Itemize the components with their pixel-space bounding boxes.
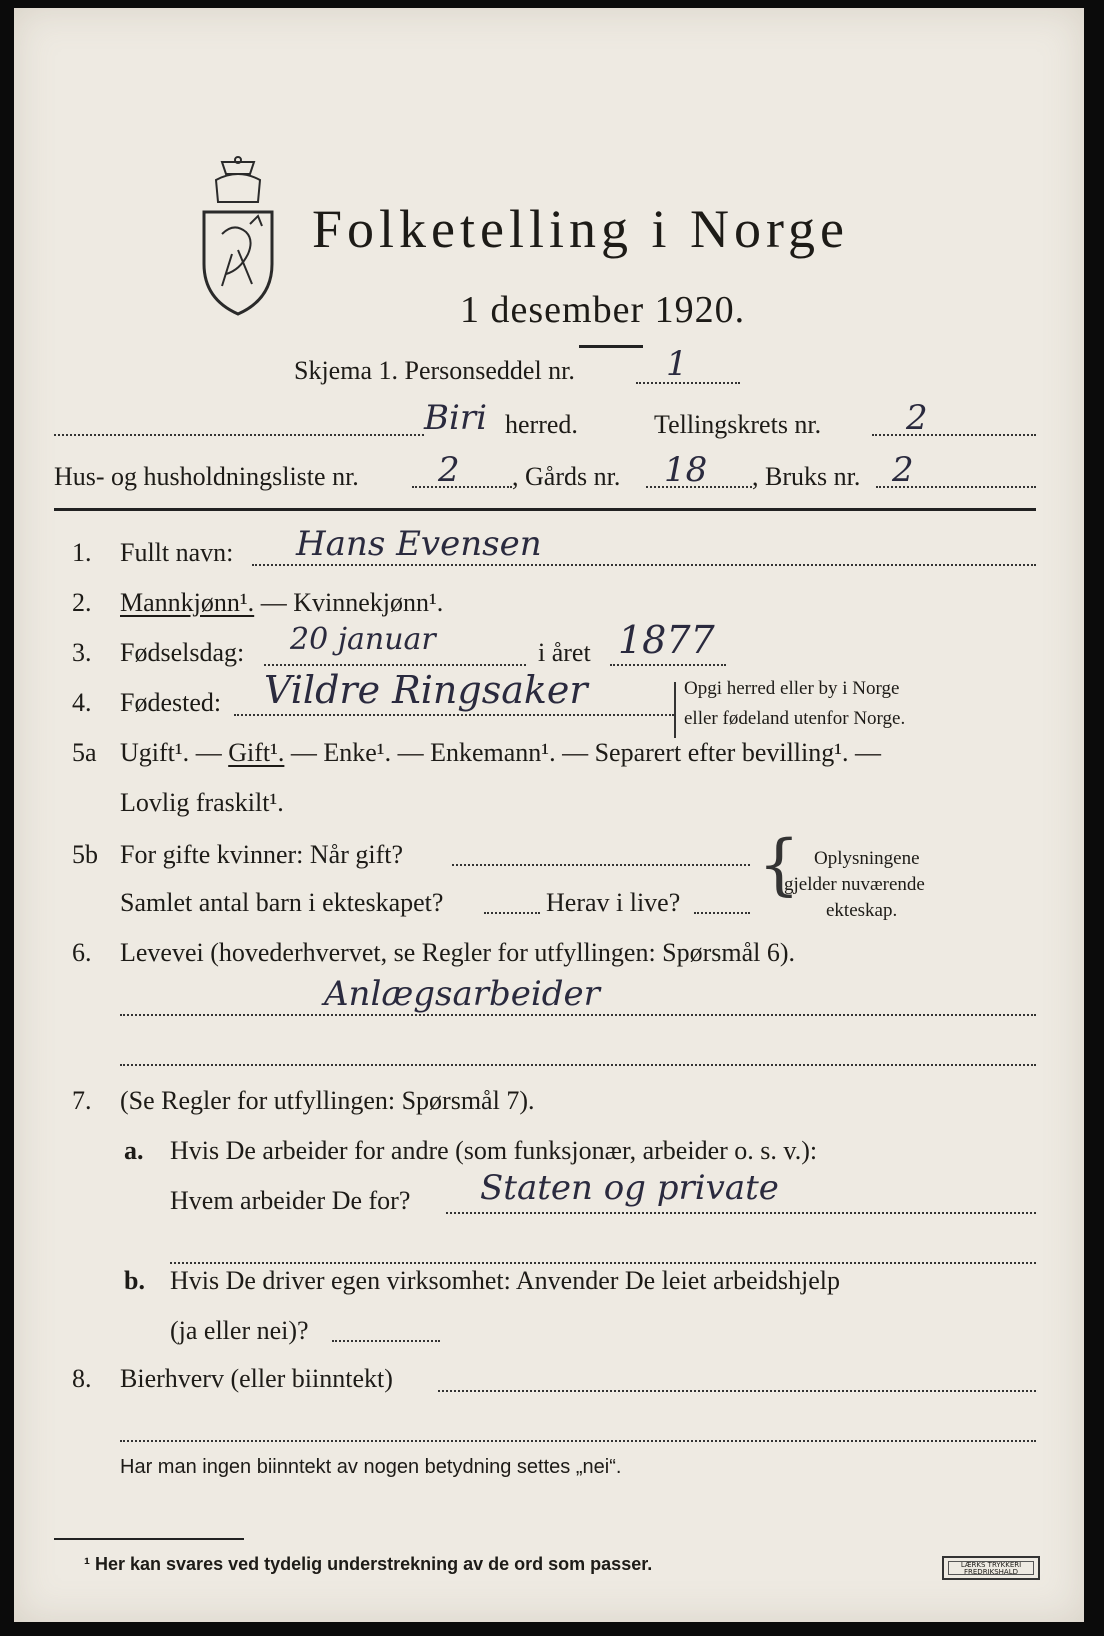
q1-line [252, 564, 1036, 566]
q8-number: 8. [72, 1364, 92, 1393]
q4-note-2: eller fødeland utenfor Norge. [684, 708, 906, 729]
norwegian-coat-of-arms-icon [192, 154, 284, 320]
gards-label: , Gårds nr. [512, 462, 621, 491]
footnote: ¹ Her kan svares ved tydelig understrekning av de ord som passer. [84, 1554, 653, 1574]
census-form-sheet [14, 8, 1084, 1622]
q4-note-1: Opgi herred eller by i Norge [684, 678, 900, 699]
tellingskrets-label: Tellingskrets nr. [654, 410, 822, 439]
q5b-when-married-label: For gifte kvinner: Når gift? [120, 840, 404, 869]
q5a-ugift-option[interactable]: Ugift¹. [120, 738, 190, 767]
q3-line [264, 664, 526, 666]
q7a-label: Hvis De arbeider for andre (som funksjonær, arbeider o. s. v.): [170, 1136, 818, 1165]
q8-label: Bierhverv (eller biinntekt) [120, 1364, 393, 1393]
footnote-rule [54, 1538, 244, 1540]
q7b-label: Hvis De driver egen virksomhet: Anvender De leiet arbeidshjelp [170, 1266, 841, 1295]
gards-nr-value[interactable]: 18 [664, 450, 708, 490]
tellingskrets-nr-value[interactable]: 2 [906, 398, 928, 438]
q5b-note-2: gjelder nuværende [784, 874, 925, 895]
q7b-letter: b. [124, 1266, 145, 1295]
q8-extra-line[interactable] [120, 1440, 1036, 1442]
q7a-letter: a. [124, 1136, 144, 1165]
tellingskrets-line [872, 434, 1036, 436]
herred-line-left [54, 434, 424, 436]
header-divider [54, 508, 1036, 511]
q3-year-value[interactable]: 1877 [618, 618, 715, 662]
herred-label: herred. [505, 410, 578, 439]
q5b-when-married-line[interactable] [452, 864, 750, 866]
printer-stamp-text: LÆRKS TRYKKERI FREDRIKSHALD [948, 1561, 1034, 1575]
q5b-note-1: Oplysningene [814, 848, 920, 869]
herred-value[interactable]: Biri [424, 398, 487, 438]
q4-brace [674, 682, 676, 738]
note-nei: Har man ingen biinntekt av nogen betydning settes „nei“. [120, 1456, 622, 1478]
form-date: 1 desember 1920. [460, 289, 746, 331]
q7-number: 7. [72, 1086, 92, 1115]
personseddel-nr-value[interactable]: 1 [666, 344, 688, 384]
q5b-alive-label: Herav i live? [546, 888, 681, 917]
q3-birthday-value[interactable]: 20 januar [290, 622, 436, 657]
q5a-other-options[interactable]: — Enke¹. — Enkemann¹. — Separert efter bevilling¹. — [284, 738, 882, 767]
q7a-extra-line[interactable] [170, 1262, 1036, 1264]
q6-occupation-value[interactable]: Anlægsarbeider [324, 974, 600, 1014]
q5b-note-3: ekteskap. [826, 900, 898, 921]
q1-full-name-value[interactable]: Hans Evensen [296, 524, 542, 564]
husliste-label: Hus- og husholdningsliste nr. [54, 462, 359, 491]
bruks-nr-value[interactable]: 2 [892, 450, 914, 490]
bruks-label: , Bruks nr. [752, 462, 861, 491]
husliste-line [412, 486, 512, 488]
q7-label: (Se Regler for utfyllingen: Spørsmål 7). [120, 1086, 535, 1115]
q4-number: 4. [72, 688, 92, 717]
q5b-children-label: Samlet antal barn i ekteskapet? [120, 888, 444, 917]
q2-options [120, 588, 443, 618]
q5a-fraskilt-option[interactable]: Lovlig fraskilt¹. [120, 788, 284, 817]
title-divider [579, 345, 643, 348]
q4-birthplace-value[interactable]: Vildre Ringsaker [264, 668, 588, 712]
q5b-number: 5b [72, 840, 98, 869]
q6-number: 6. [72, 938, 92, 967]
personseddel-line [636, 382, 740, 384]
q1-label: Fullt navn: [120, 538, 234, 567]
q2-separator: — [254, 588, 294, 617]
q7a-employer-line [446, 1212, 1036, 1214]
q5a-gift-option[interactable]: Gift¹. [228, 738, 285, 767]
q7a-employer-label: Hvem arbeider De for? [170, 1186, 411, 1215]
q3-number: 3. [72, 638, 92, 667]
q8-line[interactable] [438, 1390, 1036, 1392]
q5b-brace: { [758, 826, 800, 903]
q6-line-1 [120, 1014, 1036, 1016]
q6-line-2[interactable] [120, 1064, 1036, 1066]
q4-label: Fødested: [120, 688, 222, 717]
q2-male-option[interactable]: Mannkjønn¹. [120, 588, 255, 617]
q5b-children-line[interactable] [484, 912, 540, 914]
q7b-yesno-line[interactable] [332, 1340, 440, 1342]
q7b-yesno-label: (ja eller nei)? [170, 1316, 309, 1345]
husliste-nr-value[interactable]: 2 [438, 450, 460, 490]
q4-line [234, 714, 674, 716]
q1-number: 1. [72, 538, 92, 567]
form-title: Folketelling i Norge [312, 199, 849, 259]
q3-year-line [610, 664, 726, 666]
q6-label: Levevei (hovederhvervet, se Regler for utfyllingen: Spørsmål 6). [120, 938, 796, 967]
q3-year-label: i året [538, 638, 591, 667]
q7a-employer-value[interactable]: Staten og private [480, 1168, 779, 1208]
skjema-label: Skjema 1. Personseddel nr. [294, 356, 575, 385]
q2-number: 2. [72, 588, 92, 617]
q5a-number: 5a [72, 738, 97, 767]
q5a-separator: — [189, 738, 229, 767]
q5a-options [120, 738, 881, 768]
printer-stamp [942, 1556, 1040, 1580]
q2-female-option[interactable]: Kvinnekjønn¹. [293, 588, 444, 617]
q3-label: Fødselsdag: [120, 638, 245, 667]
q5b-alive-line[interactable] [694, 912, 750, 914]
